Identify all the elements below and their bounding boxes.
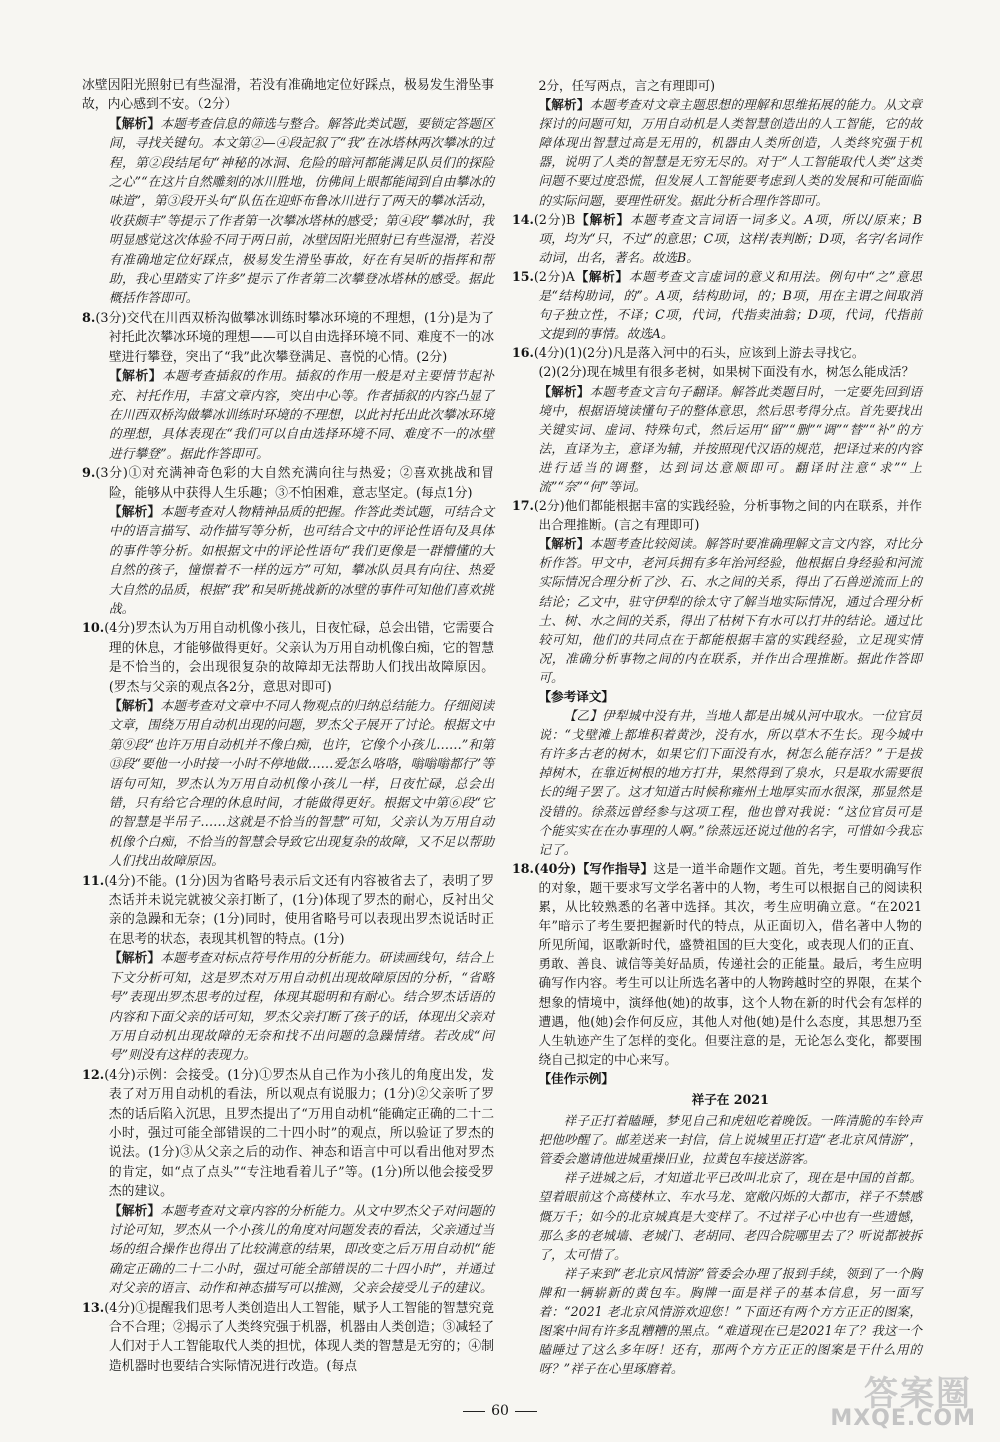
explanation-text: 本题考查文言虚词的意义和用法。例句中“之”意思是“结构助词，的”。A项，结构助词，的；B项，用在主谓之间取消句子独立性，不译；C项，代词，代指卖油翁；D项，代词，代指前文提到的事情。故选A。 [538, 268, 922, 342]
q12-explanation [82, 1202, 494, 1299]
question-12 [82, 1066, 494, 1202]
q10-explanation [82, 697, 494, 872]
explanation-label: 【解析】 [108, 1203, 161, 1219]
answer-text: (4分)不能。(1分)因为省略号表示后文还有内容被省去了，表明了罗杰话并未说完就被父亲打断了，(1分)体现了罗杰的耐心，反衬出父亲的急躁和无奈；(1分)同时，使用省略号可以表现出罗杰说话时正在思考的状态，表现其机智的特点。(1分) [104, 873, 494, 947]
answer-text: (4分)①提醒我们思考人类创造出人工智能，赋予人工智能的智慧究竟合不合理；②揭示了人类终究强于机器，机器由人类创造；③减轻了人们对于人工智能取代人类的担忧，体现人类的智慧是无穷的；④制造机器时也要结合实际情况进行改造。(每点 [104, 1300, 494, 1374]
q13-answer-continued: 2分，任写两点，言之有理即可) [538, 78, 716, 93]
question-13 [82, 1299, 494, 1377]
watermark-logo [772, 1366, 982, 1436]
explanation-text: 本题考查对文章中不同人物观点的归纳总结能力。仔细阅读文章，围绕万用自动机出现的问题，罗杰父子展开了讨论。根据文中第⑨段“也许万用自动机并不像白痴，也许，它像个小孩儿……”和第⑬段“要他一小时接一小时不停地做……爱怎么咯咯，嗡嗡嗡都行”等语句可知，罗杰认为万用自动机像小孩儿一样，日夜忙碌，总会出错，只有给它合理的休息时间，才能做得更好。根据文中第⑥段“它的智慧是半吊子……这就是不恰当的智慧”可知，父亲认为万用自动机像个白痴，不恰当的智慧会导致它出现复杂的故障，又不足以帮助人们找出故障原因。 [108, 699, 495, 870]
question-11 [82, 872, 494, 950]
right-column [512, 76, 922, 1378]
sample-essay-label: 【佳作示例】 [538, 1070, 615, 1086]
question-9 [82, 464, 494, 503]
explanation-text: 本题考查文言句子翻译。解答此类题目时，一定要先回到语境中，根据语境读懂句子的整体意思，然后思考得分点。首先要找出关键实词、虚词、特殊句式，然后运用“留”“删”“调”“替”“补”的方法，直译为主，意译为辅，并按照现代汉语的规范，把译过来的内容进行适当的调整，达到词达意顺即可。翻译时注意“求”“上流”“奈”“何”等词。 [538, 383, 923, 494]
q13-explanation [512, 95, 922, 210]
question-14 [512, 210, 922, 267]
answer-text: (3分)①对充满神奇色彩的大自然充满向往与热爱；②喜欢挑战和冒险，能够从中获得人生乐趣；③不怕困难，意志坚定。(每点1分) [95, 466, 494, 501]
essay-paragraph: 祥子正打着瞌睡，梦见自己和虎妞吃着晚饭。一阵清脆的车铃声把他吵醒了。邮差送来一封信，信上说城里正打造“老北京风情游”，管委会邀请他进城重操旧业，拉黄包车接送游客。 [538, 1113, 922, 1167]
question-number: 12. [82, 1067, 105, 1083]
explanation-text: 本题考查插叙的作用。插叙的作用一般是对主要情节起补充、衬托作用，丰富文章内容，突出中心等。作者插叙的内容凸显了在川西双桥沟做攀冰训练时环境的不理想，以此衬托出此次攀冰环境的理想，具体表现在“我们可以自由选择环境不同、难度不一的冰壁进行攀登”。据此作答即可。 [108, 369, 495, 462]
explanation-label: 【解析】 [538, 536, 590, 552]
question-number: 15. [512, 268, 534, 284]
question-number: 17. [512, 498, 534, 514]
answer-text: (4分)罗杰认为万用自动机像小孩儿，日夜忙碌，总会出错，它需要合理的休息，才能够做得更好。父亲认为万用自动机像白痴，它的智慧是不恰当的，会出现很复杂的故障却无法帮助人们找出故障原因。(罗杰与父亲的观点各2分，意思对即可) [104, 621, 494, 695]
explanation-label: 【解析】 [108, 504, 161, 520]
reference-translation-label: 【参考译文】 [538, 689, 615, 704]
question-10 [82, 619, 494, 697]
answer-text: (4分)示例：会接受。(1分)①罗杰从自己作为小孩儿的角度出发，发表了对万用自动机的看法，所以观点有说服力；(1分)②父亲听了罗杰的话后陷入沉思，且罗杰提出了“万用自动机“能确定正确的二十二小时，强过可能全部错误的二十四小时”的观点，所以验证了罗杰的说法。(1分)③从父亲之后的动作、神态和语言中可以看出他对罗杰的肯定，如“点了点头”“专注地看着儿子”等。(1分)所以他会接受罗杰的建议。 [104, 1067, 494, 1200]
explanation-text: 本题考查对标点符号作用的分析能力。研读画线句，结合上下文分析可知，这是罗杰对万用自动机出现故障原因的分析，“省略号”表现出罗杰思考的过程，体现其聪明和有耐心。结合罗杰话语的内容和下面父亲的话可知，罗杰父亲打断了孩子的话，体现出父亲对万用自动机出现故障的无奈和找不出问题的急躁情绪。若改成“问号”则没有这样的表现力。 [108, 951, 495, 1064]
question-number: 8. [82, 310, 96, 326]
question-number: 11. [82, 873, 105, 889]
writing-guide-text: 这是一道半命题作文题。首先，考生要明确写作的对象，题干要求写文学名著中的人物，考生可以根据自己的阅读积累，从比较熟悉的名著中选择。其次，考生应明确立意。“在2021年”暗示了考生要把握新时代的特点，从正面切入，借名著中人物的所见所闻，讴歌新时代，盛赞祖国的巨大变化，或表现人们的正直、勇敢、善良、诚信等美好品质，传递社会的正能量。最后，考生应明确写作内容。考生可以让所选名著中的人物跨越时空的界限，在某个想象的情境中，演绎他(她)的故事，这个人物在新的时代会有怎样的遭遇，他(她)会作何反应，其他人对他(她)是什么态度，其思想乃至人生轨迹产生了怎样的变化。但要注意的是，无论怎么变化，都要围绕自己拟定的中心来写。 [538, 860, 922, 1067]
explanation-label: 【解析】 [574, 268, 629, 284]
question-17 [512, 496, 922, 534]
essay-title: 祥子在 2021 [691, 1091, 769, 1107]
question-number: 9. [82, 466, 96, 482]
q9-explanation [82, 503, 494, 619]
explanation-text: 本题考查信息的筛选与整合。解答此类试题，要锁定答题区间，寻找关键句。本文第②—④段記叙了“我”在冰塔林两次攀冰的过程，第②段结尾句“神秘的冰洞、危险的暗河都能满足队员们的探险之心”“在这片自然雕刻的冰川胜地，仿佛间上眼都能闻到自由攀冰的味道”，第③段开头句“队伍在迎虾布鲁冰川进行了两天的攀冰活动，收获颇丰”等提示了作者第一次攀冰塔林的感受；第④段“攀冰时，我明显感觉这次体验不同于两日前，冰壁因阳光照射已有些湿滑，若没有准确地定位好踩点，极易发生滑坠事故，好在有吴昕的指挥和帮助，我心里踏实了许多”提示了作者第二次攀登冰塔林的感受。据此概括作答即可。 [108, 116, 495, 307]
explanation-label: 【解析】 [108, 951, 161, 967]
page-number-value: 60 [491, 1403, 509, 1419]
watermark-url: MXQE.COM [830, 1406, 976, 1431]
q17-explanation [512, 534, 922, 687]
watermark-text: 答案圈 [864, 1374, 972, 1414]
explanation-label: 【解析】 [108, 699, 161, 714]
explanation-text: 本题考查文言词语一词多义。A项，所以/原来；B项，均为“只，不过”的意思；C项，这样/表判断；D项，名字/名词作动词，出名，著名。故选B。 [538, 211, 922, 265]
q11-explanation [82, 949, 494, 1065]
explanation-text: 本题考查对文章内容的分析能力。从文中罗杰父子对问题的讨论可知，罗杰从一个小孩儿的角度对问题发表的看法，父亲通过当场的组合操作也得出了比较满意的结果，即改变之后万用自动机“能确定正确的二十二小时，强过可能全部错误的二十四小时”，并通过对父亲的语言、动作和神态描写可以推测，父亲会接受儿子的建议。 [108, 1203, 495, 1297]
reference-translation: 【乙】伊犁城中没有井，当地人都是出城从河中取水。一位官员说：“戈壁滩上都堆积着黄沙，没有水，所以草木不生长。现今城中有许多古老的树木，如果它们下面没有水，树怎么能存活？”于是拔掉树木，在靠近树根的地方打井，果然得到了泉水，只是取水需要很长的绳子罢了。这才知道古时候称雍州土地厚实而水很深，那显然是没错的。徐蒸远曾经参与这项工程，他也曾对我说：“这位官员可是个能实实在在办事理的人啊。”徐蒸远还说过他的名字，可惜如今我忘记了。 [538, 708, 922, 857]
answer-text: (4分)(1)(2分)凡是落入河中的石头，应该到上游去寻找它。 [533, 345, 865, 361]
explanation-label: 【解析】 [108, 116, 161, 132]
question-number: 10. [82, 621, 105, 637]
answer-text: (3分)交代在川西双桥沟做攀冰训练时攀冰环境的不理想，(1分)是为了衬托此次攀冰环境的理想——可以自由选择环境不同、难度不一的冰壁进行攀登，突出了“我”此次攀登满足、喜悦的心情。(2分) [95, 310, 494, 365]
left-column [82, 76, 494, 1376]
essay-paragraph: 祥子来到“老北京风情游”管委会办理了报到手续，领到了一个胸牌和一辆崭新的黄包车。胸牌一面是祥子的基本信息，另一面写着：“2021 老北京风情游欢迎您！”下面还有两个方方正正的图案，图案中间有许多乱糟糟的黑点。“难道现在已是2021年了？我这一个瞌睡过了这么多年呀！还有，那两个方方正正的图案是干什么用的呀？”祥子在心里琢磨着。 [538, 1265, 922, 1377]
explanation-label: 【解析】 [575, 211, 630, 227]
page-number-dash-right [515, 1411, 537, 1412]
question-8 [82, 309, 494, 367]
explanation-text: 本题考查比较阅读。解答时要准确理解文言文内容，对比分析作答。甲文中，老河兵拥有多年治河经验，他根据自身经验和河流实际情况合理分析了沙、石、水之间的关系，得出了石兽逆流而上的结论；乙文中，驻守伊犁的徐太守了解当地实际情况，通过合理分析土、树、水之间的关系，得出了枯树下有水可以打井的结论。通过比较可知，他们的共同点在于都能根据丰富的实践经验，立足现实情况，准确分析事物之间的内在联系，并作出合理推断。据此作答即可。 [538, 536, 923, 685]
answer-text: (2分)B [533, 211, 576, 227]
answer-text: (2分)他们都能根据丰富的实践经验，分析事物之间的内在联系，并作出合理推断。(言之有理即可) [533, 498, 922, 533]
q7-explanation [82, 115, 494, 309]
question-15 [512, 267, 922, 343]
q7-answer-continued: 冰壁因阳光照射已有些湿滑，若没有准确地定位好踩点，极易发生滑坠事故，内心感到不安。（2分） [82, 78, 494, 113]
q16-explanation [512, 382, 922, 497]
q8-explanation [82, 367, 494, 464]
q16-answer-part2: (2)(2分)现在城里有很多老树，如果树下面没有水，树怎么能成活？ [538, 364, 915, 380]
question-number: 13. [82, 1300, 105, 1316]
explanation-text: 本题考查对人物精神品质的把握。作答此类试题，可结合文中的语言描写、动作描写等分析，也可结合文中的评论性语句及具体的事件等分析。如根据文中的评论性语句“我们更像是一群懵懂的大自然的孩子，憧憬着不一样的远方”可知，攀冰队员具有向往、热爱大自然的品质，根据“我”和吴昕挑战新的冰壁的事件可知他们喜欢挑战。 [108, 504, 495, 617]
explanation-label: 【解析】 [538, 383, 590, 399]
explanation-text: 本题考查对文章主题思想的理解和思维拓展的能力。从文章探讨的问题可知，万用自动机是人类智慧创造出的人工智能，它的故障体现出智慧过高是无用的，机器由人类所创造，人类终究强于机器，说明了人类的智慧是无穷无尽的。对于“人工智能取代人类”这类问题不要过度恐慌，但发展人工智能要考虑到人类的发展和可能面临的实际问题，要理性研发。据此分析合理作答即可。 [538, 97, 923, 208]
question-number: 18. [512, 860, 534, 876]
question-number: 14. [512, 211, 534, 227]
question-18 [512, 859, 922, 1069]
explanation-label: 【解析】 [108, 369, 163, 385]
explanation-label: 【解析】 [538, 97, 590, 113]
question-number: 16. [512, 345, 534, 361]
question-16 [512, 343, 922, 362]
page-number-dash-left [463, 1411, 485, 1412]
essay-paragraph: 祥子进城之后，才知道北平已改叫北京了，现在是中国的首都。望着眼前这个高楼林立、车水马龙、宽敞闪烁的大都市，祥子不禁感慨万千；如今的北京城真是大变样了。不过祥子心中也有一些遗憾，那么多的老城墙、老城门、老胡同、老四合院哪里去了？听说都被拆了，太可惜了。 [538, 1170, 922, 1262]
writing-guide-label: (40分)【写作指导】 [533, 860, 654, 876]
answer-text: (2分)A [533, 268, 575, 284]
